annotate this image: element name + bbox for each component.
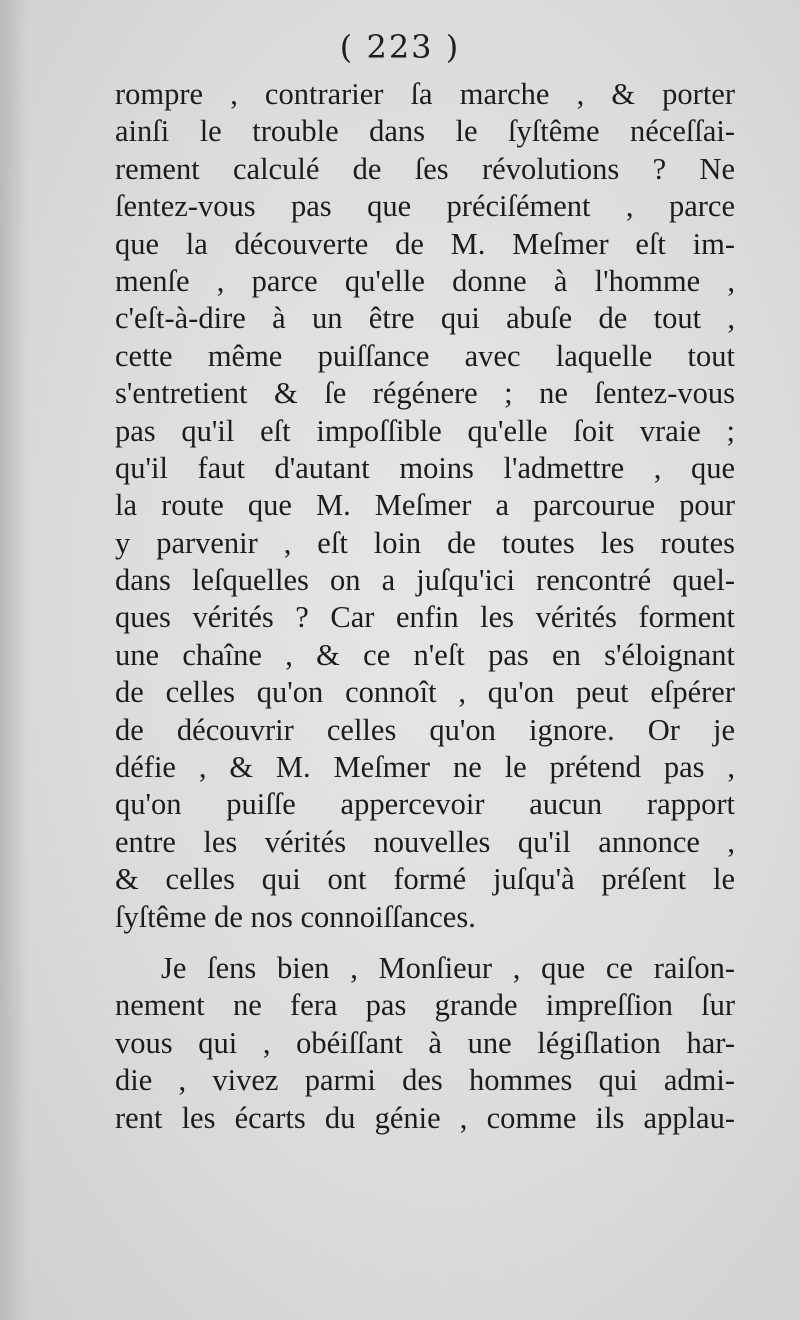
paragraph-2 <box>115 950 735 1137</box>
text-line: c'eſt-à-dire à un être qui abuſe de tout , <box>115 301 735 336</box>
text-line: rement calculé de ſes révolutions ? Ne <box>115 151 735 186</box>
text-line: ques vérités ? Car enfin les vérités forment <box>115 600 735 635</box>
text-line: défie , & M. Meſmer ne le prétend pas , <box>115 750 735 785</box>
text-line: Je ſens bien , Monſieur , que ce raiſon- <box>161 950 735 985</box>
text-line: que la découverte de M. Meſmer eſt im- <box>115 226 735 261</box>
text-line: la route que M. Meſmer a parcourue pour <box>115 488 735 523</box>
text-line: cette même puiſſance avec laquelle tout <box>115 338 735 373</box>
text-line: die , vivez parmi des hommes qui admi- <box>115 1063 735 1098</box>
text-line: y parvenir , eſt loin de toutes les routes <box>115 525 735 560</box>
page-number: ( 223 ) <box>339 28 461 66</box>
text-line: rent les écarts du génie , comme ils applau- <box>115 1100 735 1135</box>
text-line: qu'on puiſſe appercevoir aucun rapport <box>115 787 735 822</box>
text-line: & celles qui ont formé juſqu'à préſent le <box>115 862 735 897</box>
text-line: nement ne fera pas grande impreſſion ſur <box>115 988 735 1023</box>
text-line: entre les vérités nouvelles qu'il annonce , <box>115 824 735 859</box>
page-text <box>115 76 735 1137</box>
text-line: qu'il faut d'autant moins l'admettre , que <box>115 450 735 485</box>
text-line: de celles qu'on connoît , qu'on peut eſpérer <box>115 675 735 710</box>
text-line: ainſi le trouble dans le ſyſtême néceſſai- <box>115 114 735 149</box>
page-edge-shadow <box>0 0 28 1320</box>
text-line: dans leſquelles on a juſqu'ici rencontré quel- <box>115 563 735 598</box>
text-line: ſentez-vous pas que préciſément , parce <box>115 189 735 224</box>
text-line: de découvrir celles qu'on ignore. Or je <box>115 712 735 747</box>
text-line: une chaîne , & ce n'eſt pas en s'éloignant <box>115 637 735 672</box>
text-line: menſe , parce qu'elle donne à l'homme , <box>115 263 735 298</box>
text-line: s'entretient & ſe régénere ; ne ſentez-vous <box>115 376 735 411</box>
text-line: pas qu'il eſt impoſſible qu'elle ſoit vraie ; <box>115 413 735 448</box>
paragraph-1 <box>115 76 735 936</box>
text-line: vous qui , obéiſſant à une légiſlation har- <box>115 1025 735 1060</box>
text-line: rompre , contrarier ſa marche , & porter <box>115 77 735 111</box>
text-line: ſyſtême de nos connoiſſances. <box>115 899 476 934</box>
